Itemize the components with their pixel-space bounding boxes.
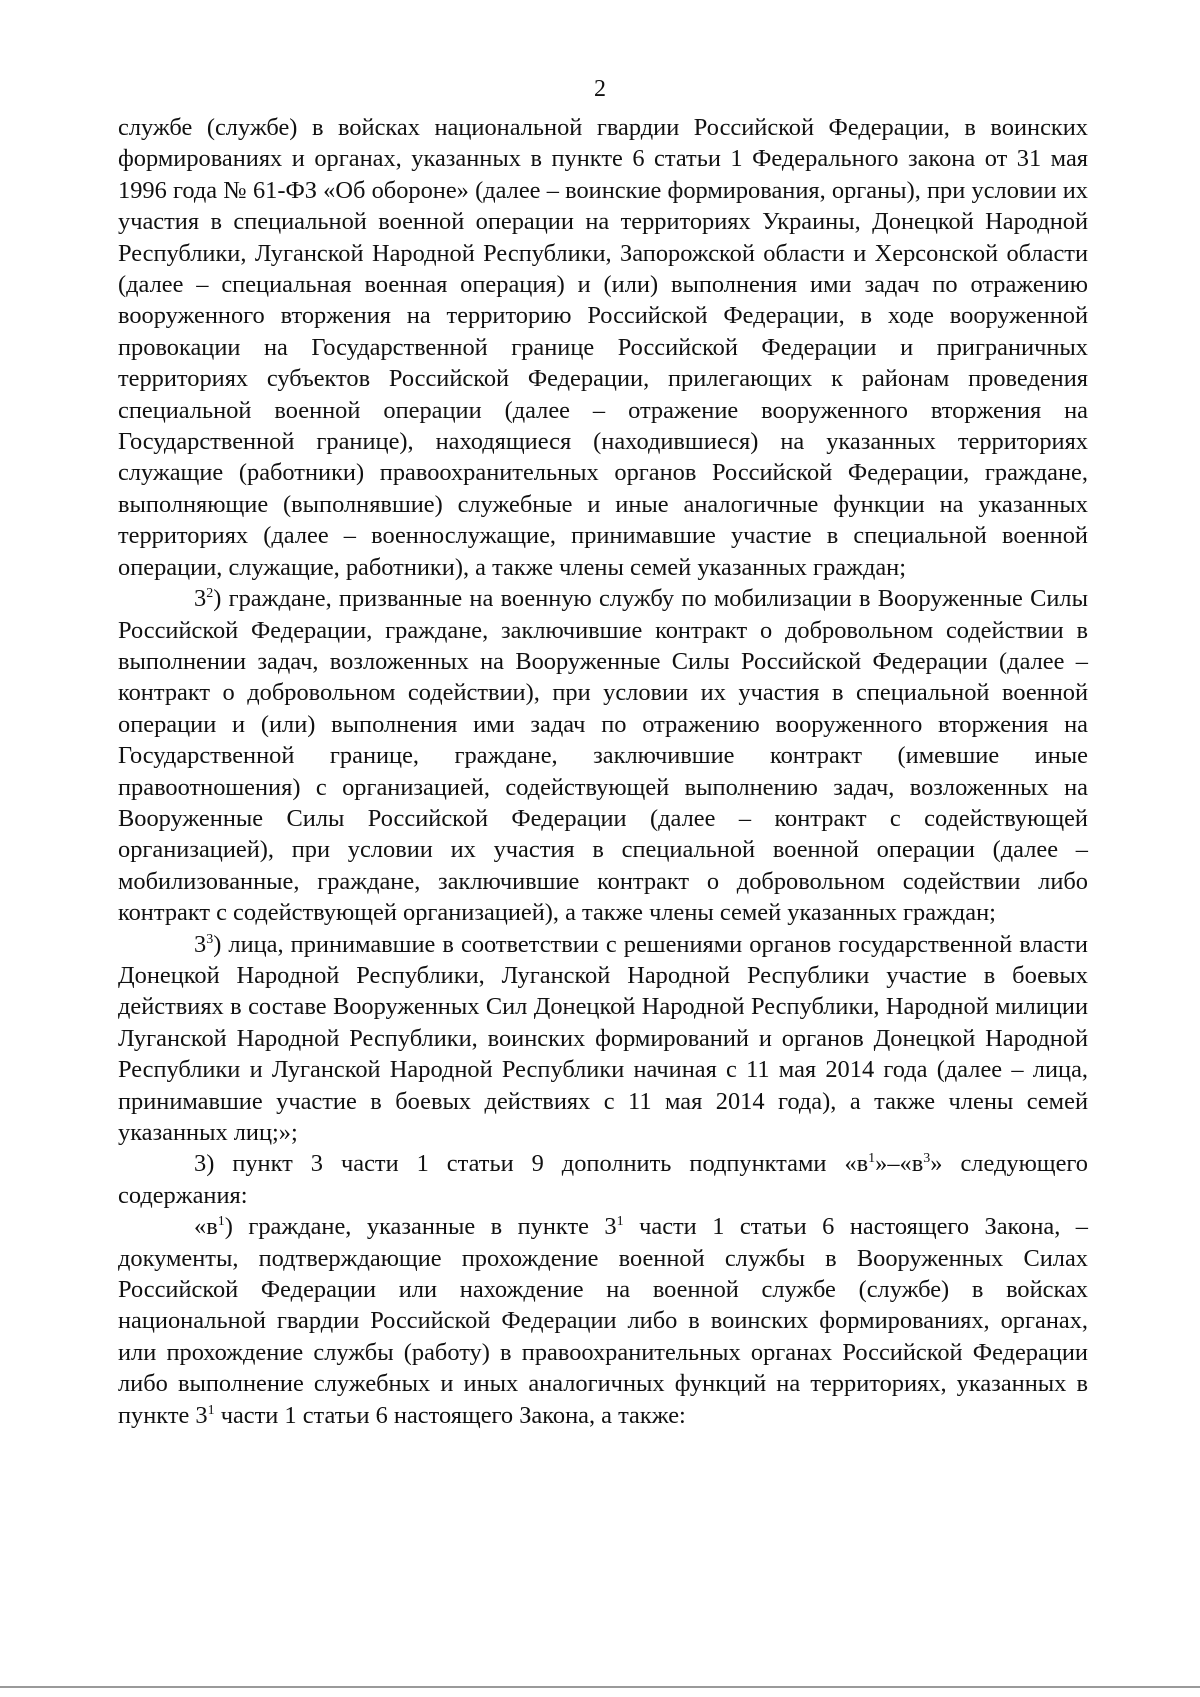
superscript: 1	[616, 1214, 624, 1230]
paragraph-text: части 1 статьи 6 настоящего Закона, – документы, подтверждающие прохождение военной службы в Вооруженных Силах Российской Федерации или нахождение на военной службе (службе) в войсках национальной гвардии Российской Федерации либо в воинских формированиях, органах, или прохождение службы (работу) в правоохранительных органах Российской Федерации либо выполнение служебных и иных аналогичных функций на территориях, указанных в пункте 3	[118, 1213, 1088, 1429]
scan-bottom-edge	[0, 1686, 1200, 1688]
paragraph-text: 3) пункт 3 части 1 статьи 9 дополнить подпунктами «в	[194, 1150, 869, 1178]
document-body	[118, 112, 1088, 1431]
paragraph-continuation	[118, 112, 1088, 583]
paragraph-text: ) граждане, призванные на военную службу по мобилизации в Вооруженные Силы Российской Федерации, граждане, заключившие контракт о добровольном содействии в выполнении задач, возложенных на Вооруженные Силы Российской Федерации (далее – контракт о добровольном содействии), при условии их участия в специальной военной операции и (или) выполнения ими задач по отражению вооруженного вторжения на Государственной границе, граждане, заключившие контракт (имевшие иные правоотношения) с организацией, содействующей выполнению задач, возложенных на Вооруженные Силы Российской Федерации (далее – контракт с содействующей организацией), при условии их участия в специальной военной операции (далее – мобилизованные, граждане, заключившие контракт о добровольном содействии либо контракт с содействующей организацией), а также члены семей указанных граждан;	[118, 585, 1088, 927]
paragraph-text: ) лица, принимавшие в соответствии с решениями органов государственной власти Донецкой Народной Республики, Луганской Народной Республики участие в боевых действиях в составе Вооруженных Сил Донецкой Народной Республики, Народной милиции Луганской Народной Республики, воинских формирований и органов Донецкой Народной Республики и Луганской Народной Республики начиная с 11 мая 2014 года (далее – лица, принимавшие участие в боевых действиях с 11 мая 2014 года), а также члены семей указанных лиц;»;	[118, 930, 1088, 1146]
paragraph-subitem-v1	[118, 1211, 1088, 1431]
superscript: 1	[868, 1151, 876, 1167]
paragraph-item-3-2	[118, 583, 1088, 928]
paragraph-text: службе (службе) в войсках национальной гвардии Российской Федерации, в воинских формированиях и органах, указанных в пункте 6 статьи 1 Федерального закона от 31 мая 1996 года № 61-ФЗ «Об обороне» (далее – воинские формирования, органы), при условии их участия в специальной военной операции на территориях Украины, Донецкой Народной Республики, Луганской Народной Республики, Запорожской области и Херсонской области (далее – специальная военная операция) и (или) выполнения ими задач по отражению вооруженного вторжения на территорию Российской Федерации, в ходе вооруженной провокации на Государственной границе Российской Федерации и приграничных территориях субъектов Российской Федерации, прилегающих к районам проведения специальной военной операции (далее – отражение вооруженного вторжения на Государственной границе), находящиеся (находившиеся) на указанных территориях служащие (работники) правоохранительных органов Российской Федерации, граждане, выполняющие (выполнявшие) служебные и иные аналогичные функции на указанных территориях (далее – военнослужащие, принимавшие участие в специальной военной операции, служащие, работники), а также члены семей указанных граждан;	[118, 114, 1088, 581]
paragraph-text: «в	[194, 1213, 218, 1241]
superscript: 1	[217, 1214, 225, 1230]
paragraph-item-3-3	[118, 929, 1088, 1149]
paragraph-text: » следующего содержания:	[118, 1150, 1088, 1209]
page-number: 2	[594, 76, 606, 102]
paragraph-text: части 1 статьи 6 настоящего Закона, а также:	[214, 1401, 686, 1429]
item-superscript: 3	[206, 931, 214, 947]
item-number: 3	[194, 585, 207, 613]
superscript: 3	[923, 1151, 931, 1167]
paragraph-text: ) граждане, указанные в пункте 3	[224, 1213, 617, 1241]
paragraph-amendment-3	[118, 1148, 1088, 1211]
paragraph-text: »–«в	[875, 1150, 924, 1178]
superscript: 1	[207, 1402, 215, 1418]
item-superscript: 2	[206, 586, 214, 602]
item-number: 3	[194, 930, 207, 958]
